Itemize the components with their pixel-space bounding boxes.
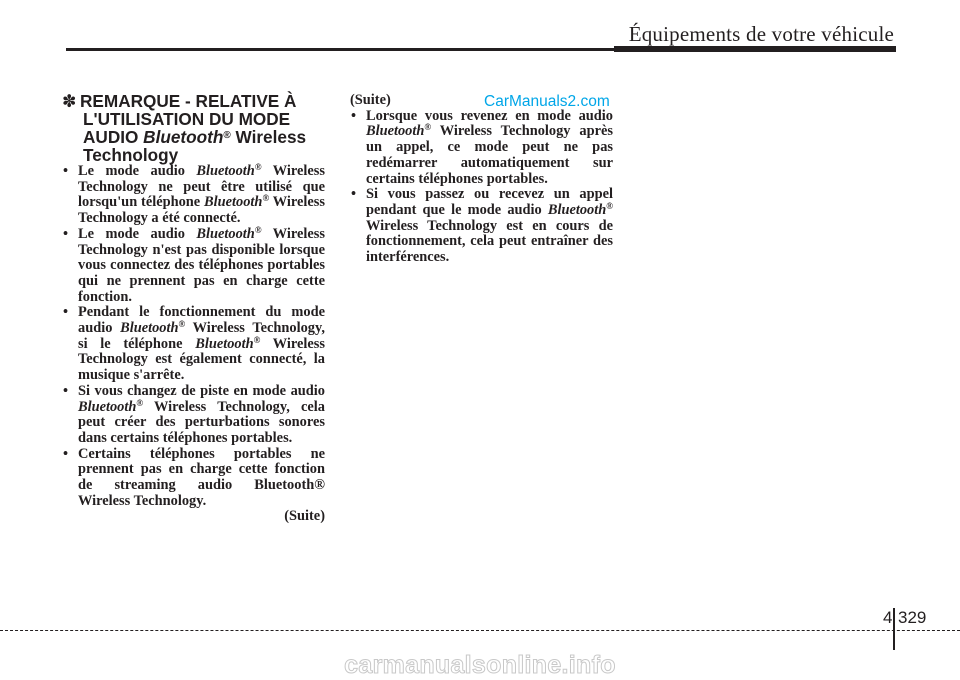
chapter-number: 4 [883, 608, 893, 627]
list-item: • Si vous changez de piste en mode audio Bluetooth® Wireless Technology, cela peut créer des perturbations sonores dans certains téléphones portables. [63, 382, 325, 446]
chapter-title: Équipements de votre véhicule [628, 22, 894, 46]
heading-line-1: REMARQUE - RELATIVE À [80, 91, 297, 111]
footer-rule [0, 630, 960, 631]
page-number-divider [893, 608, 895, 650]
section-heading [62, 92, 332, 164]
heading-line-2: L'UTILISATION DU MODE [83, 109, 291, 129]
header-rule-accent [614, 46, 896, 52]
continued-from-label: (Suite) [350, 92, 391, 108]
continued-label: (Suite) [284, 508, 325, 525]
left-column [62, 164, 325, 525]
heading-line-4: Technology [83, 145, 179, 165]
heading-line-3: AUDIO Bluetooth® Wireless [83, 127, 307, 147]
watermark-link[interactable]: CarManuals2.com [484, 93, 610, 110]
list-item: • Pendant le fonctionnement du mode audio Bluetooth® Wireless Technology, si le téléphone Bluetooth® Wireless Technology est également connecté, la musique s'arrête. [63, 304, 326, 384]
footer-watermark: carmanualsonline.info [344, 651, 616, 679]
star-icon: ✽ [62, 91, 77, 111]
page-number: 329 [898, 608, 927, 627]
list-item: • Certains téléphones portables ne prennent pas en charge cette fonction de streaming audio Bluetooth® Wireless Technology. [63, 445, 325, 509]
list-item: • Si vous passez ou recevez un appel pendant que le mode audio Bluetooth® Wireless Technology est en cours de fonctionnement, cela peut entraîner des interférences. [351, 186, 613, 266]
list-item: • Le mode audio Bluetooth® Wireless Technology n'est pas disponible lorsque vous connectez des téléphones portables qui ne prennent pas en charge cette fonction. [63, 224, 326, 305]
list-item: • Le mode audio Bluetooth® Wireless Technology ne peut être utilisé que lorsqu'un téléphone Bluetooth® Wireless Technology a été connecté. [63, 162, 326, 227]
right-column [350, 93, 613, 266]
list-item: • Lorsque vous revenez en mode audio Bluetooth® Wireless Technology après un appel, ce mode peut ne pas redémarrer automatiquement sur certains téléphones portables. [351, 107, 613, 187]
